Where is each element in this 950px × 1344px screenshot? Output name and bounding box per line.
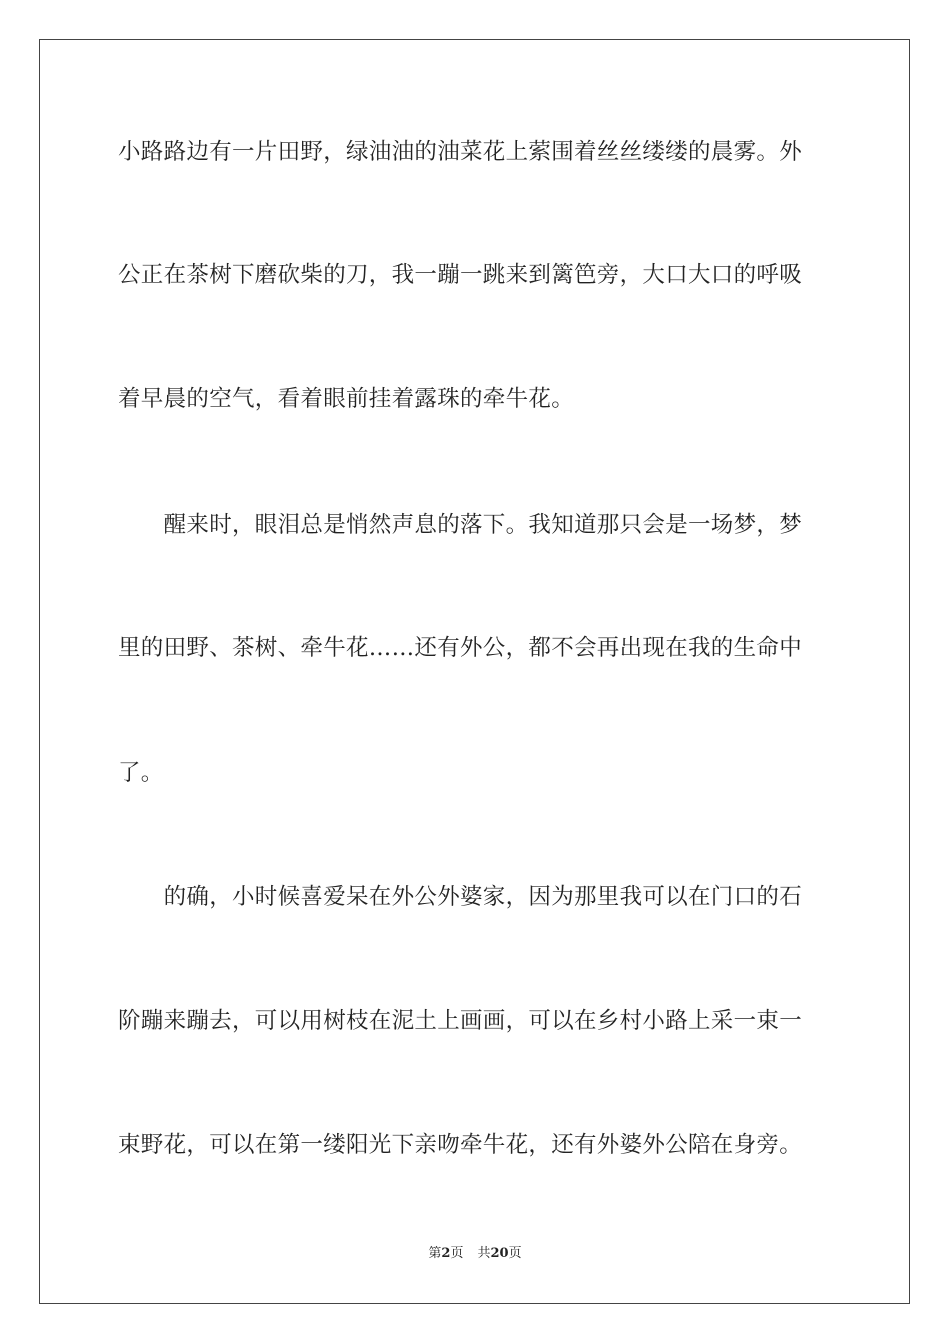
total-pages: 20 (490, 1246, 509, 1261)
text-line-1: 小路路边有一片田野，绿油油的油菜花上萦围着丝丝缕缕的晨雾。外 (118, 139, 803, 165)
page-suffix: 页 (450, 1246, 464, 1261)
text-line-8: 阶蹦来蹦去，可以用树枝在泥土上画画，可以在乡村小路上采一束一 (118, 1008, 803, 1034)
total-suffix: 页 (508, 1246, 522, 1261)
text-line-3: 着早晨的空气，看着眼前挂着露珠的牵牛花。 (118, 386, 575, 412)
total-prefix: 共 (477, 1246, 491, 1261)
text-line-6: 了。 (118, 760, 164, 786)
text-line-5: 里的田野、茶树、牵牛花……还有外公，都不会再出现在我的生命中 (118, 635, 803, 661)
text-line-2: 公正在茶树下磨砍柴的刀，我一蹦一跳来到篱笆旁，大口大口的呼吸 (118, 262, 803, 288)
text-line-7: 的确，小时候喜爱呆在外公外婆家，因为那里我可以在门口的石 (118, 884, 803, 910)
page-footer (0, 1245, 950, 1263)
text-line-9: 束野花，可以在第一缕阳光下亲吻牵牛花，还有外婆外公陪在身旁。 (118, 1132, 803, 1158)
page-prefix: 第 (428, 1246, 442, 1261)
page-border (39, 39, 910, 1304)
text-line-4: 醒来时，眼泪总是悄然声息的落下。我知道那只会是一场梦，梦 (118, 512, 803, 538)
page-number: 2 (441, 1246, 451, 1261)
